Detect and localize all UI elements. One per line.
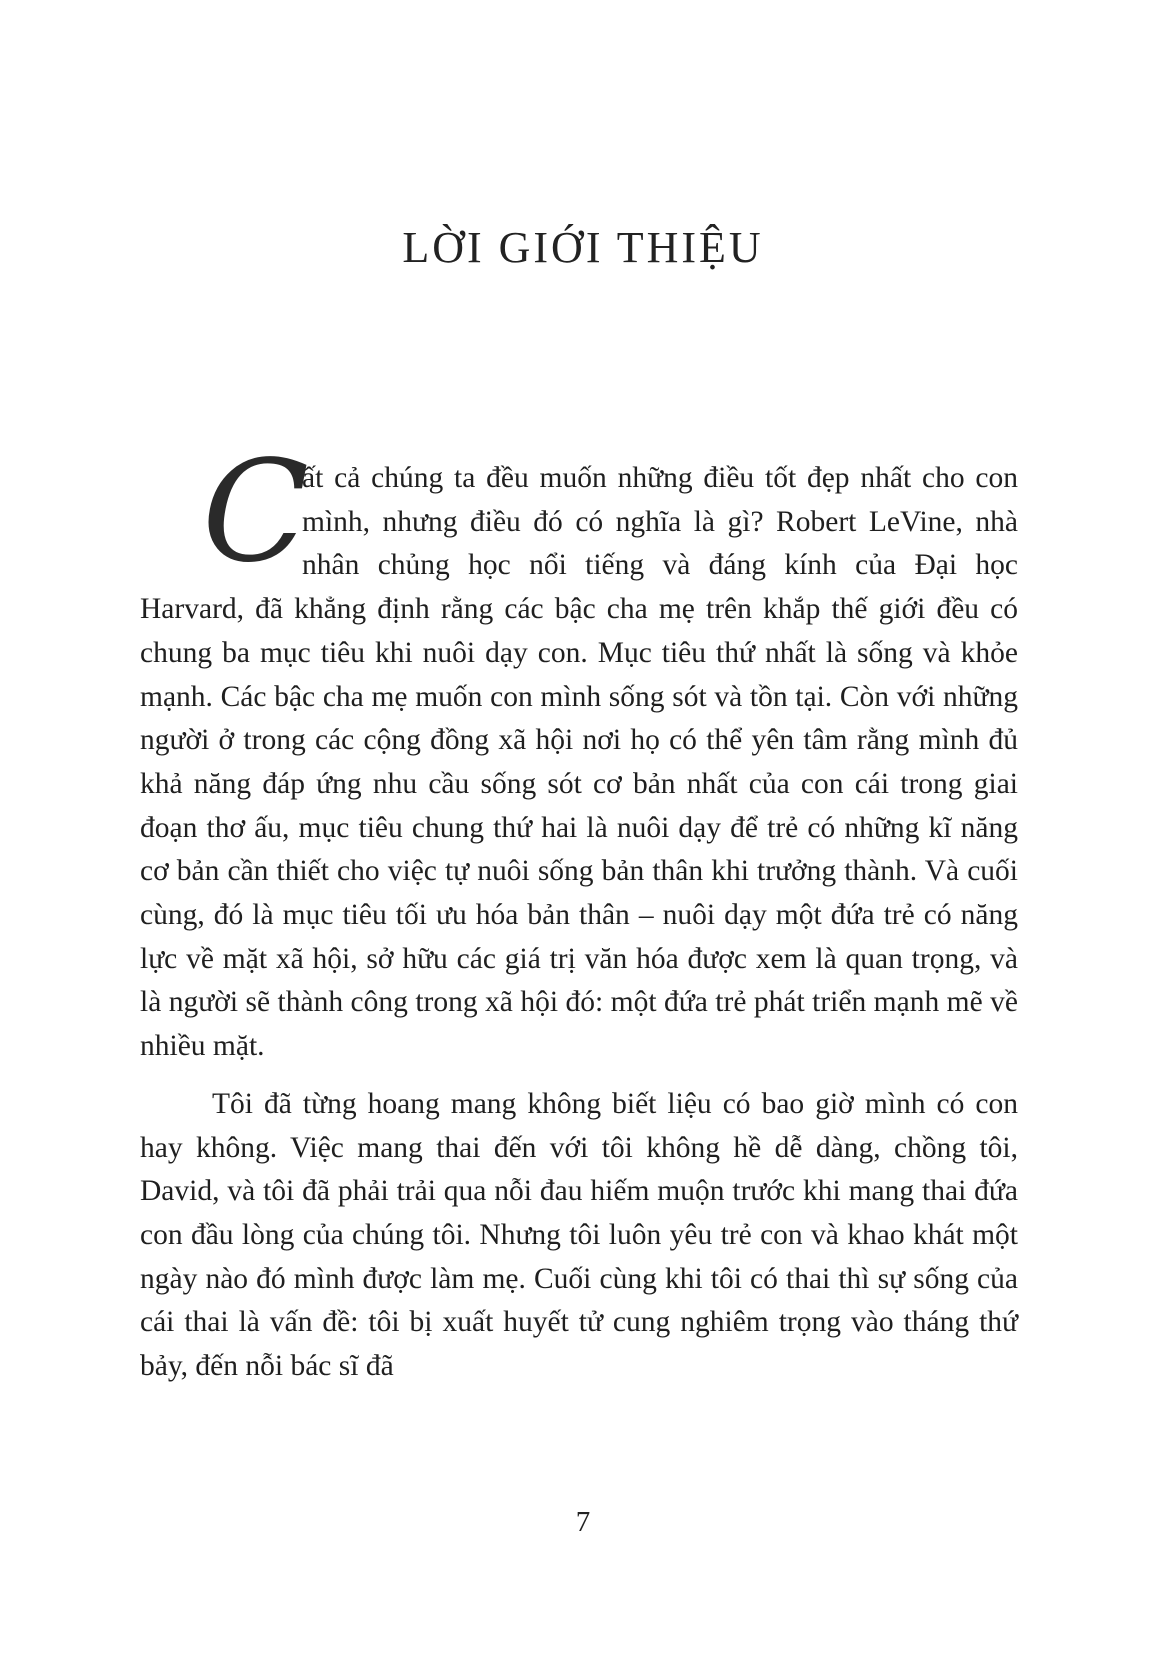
paragraph-2: Tôi đã từng hoang mang không biết liệu có bao giờ mình có con hay không. Việc mang thai đến với tôi không hề dễ dàng, chồng tôi, David, và tôi đã phải trải qua nỗi đau hiếm muộn trước khi mang thai đứa con đầu lòng của chúng tôi. Nhưng tôi luôn yêu trẻ con và khao khát một ngày nào đó mình được làm mẹ. Cuối cùng khi tôi có thai thì sự sống của cái thai là vấn đề: tôi bị xuất huyết tử cung nghiêm trọng vào tháng thứ bảy, đến nỗi bác sĩ đã (140, 1087, 1018, 1383)
paragraph-1-text: ất cả chúng ta đều muốn những điều tốt đẹp nhất cho con mình, nhưng điều đó có nghĩa là gì? Robert LeVine, nhà nhân chủng học nổi tiếng và đáng kính của Đại học Harvard, đã khẳng định rằng các bậc cha mẹ trên khắp thế giới đều có chung ba mục tiêu khi nuôi dạy con. Mục tiêu thứ nhất là sống và khỏe mạnh. Các bậc cha mẹ muốn con mình sống sót và tồn tại. Còn với những người ở trong các cộng đồng xã hội nơi họ có thể yên tâm rằng mình đủ khả năng đáp ứng nhu cầu sống sót cơ bản nhất của con cái trong giai đoạn thơ ấu, mục tiêu chung thứ hai là nuôi dạy để trẻ có những kĩ năng cơ bản cần thiết cho việc tự nuôi sống bản thân khi trưởng thành. Và cuối cùng, đó là mục tiêu tối ưu hóa bản thân – nuôi dạy một đứa trẻ có năng lực về mặt xã hội, sở hữu các giá trị văn hóa được xem là quan trọng, và là người sẽ thành công trong xã hội đó: một đứa trẻ phát triển mạnh mẽ về nhiều mặt. (140, 462, 1018, 1063)
paragraph-1 (140, 431, 1018, 1069)
body-text (140, 431, 1018, 1389)
page-title: LỜI GIỚI THIỆU (402, 223, 764, 272)
page-number: 7 (575, 1506, 591, 1538)
drop-cap: C (202, 431, 310, 594)
